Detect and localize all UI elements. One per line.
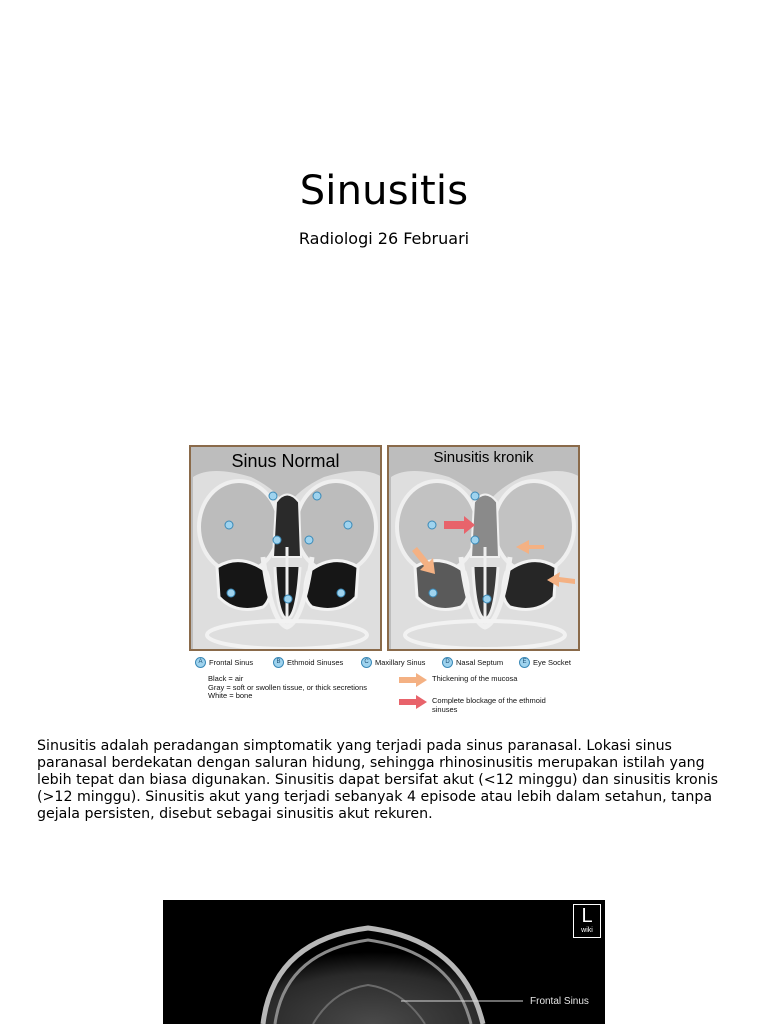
legend-item (442, 657, 503, 668)
arrow-key-label-line: sinuses (432, 704, 458, 714)
badge-a: A (195, 657, 206, 668)
logo-text: wiki (581, 927, 593, 934)
density-key (208, 675, 367, 701)
badge-b: B (273, 657, 284, 668)
legend-label: Ethmoid Sinuses (287, 658, 344, 667)
ct-chronic-image (389, 447, 580, 651)
arrow-key-label: Thickening of the mucosa (432, 674, 518, 683)
sinus-ct-figure (189, 445, 581, 720)
wiki-logo (573, 904, 601, 938)
legend-item (273, 657, 343, 668)
logo-letter: L (581, 905, 593, 927)
slide-title: Sinusitis (299, 168, 469, 214)
thickening-arrow-icon (398, 673, 428, 687)
arrow-key-label-line: Complete blockage of the ethmoid (432, 696, 546, 705)
key-line: Gray = soft or swollen tissue, or thick secretions (208, 682, 368, 692)
badge-d: D (442, 657, 453, 668)
figure-legend (189, 655, 581, 671)
legend-item (361, 657, 425, 668)
legend-label: Eye Socket (533, 658, 571, 667)
slide-subtitle: Radiologi 26 Februari (298, 229, 470, 248)
ct-panel-chronic (387, 445, 580, 651)
panel-label-chronic: Sinusitis kronik (433, 449, 534, 466)
skull-xray-image (163, 900, 605, 1024)
body-paragraph: Sinusitis adalah peradangan simptomatik yang terjadi pada sinus paranasal. Lokasi sinus paranasal berdekatan dengan saluran hidung, sehingga rhinosinusitis merupakan istilah yang lebih tepat dan biasa digunakan. Sinusitis dapat bersifat akut (<12 minggu) dan sinusitis kronis (>12 minggu). Sinusitis akut yang terjadi sebanyak 4 episode atau lebih dalam setahun, tanpa gejala persisten, disebut sebagai sinusitis akut rekuren. (37, 738, 719, 822)
legend-label: Frontal Sinus (209, 658, 254, 667)
legend-item (195, 657, 253, 668)
ct-panel-normal (189, 445, 382, 651)
legend-item (519, 657, 571, 668)
legend-label: Maxillary Sinus (375, 658, 426, 667)
legend-label: Nasal Septum (456, 658, 504, 667)
arrow-key-label (432, 697, 546, 714)
blockage-arrow-icon (398, 695, 428, 709)
key-line: Black = air (208, 674, 244, 683)
panel-label-normal: Sinus Normal (231, 451, 340, 471)
badge-e: E (519, 657, 530, 668)
ct-normal-image (191, 447, 382, 651)
badge-c: C (361, 657, 372, 668)
xray-label-frontal-sinus: Frontal Sinus (530, 996, 589, 1007)
key-line: White = bone (208, 691, 253, 700)
